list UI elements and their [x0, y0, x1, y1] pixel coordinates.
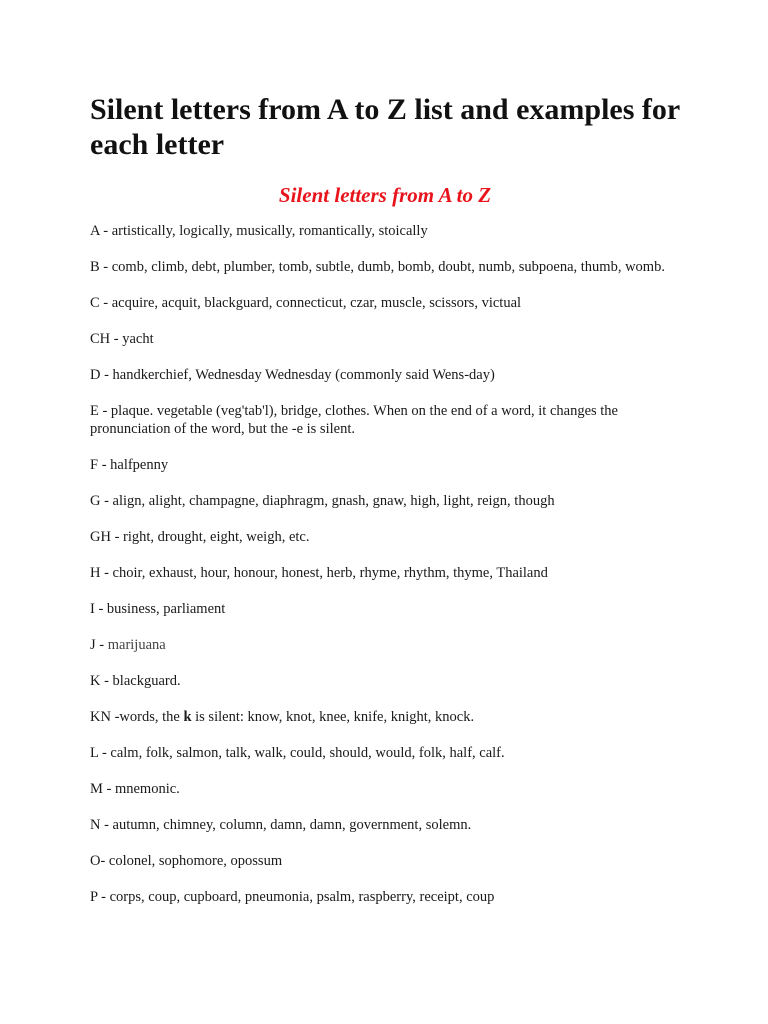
list-item: E - plaque. vegetable (veg'tab'l), bridge, clothes. When on the end of a word, it changes the pronunciation of the word, but the -e is silent. [90, 403, 618, 437]
list-item: H - choir, exhaust, hour, honour, honest, herb, rhyme, rhythm, thyme, Thailand [90, 565, 548, 581]
list-item: C - acquire, acquit, blackguard, connecticut, czar, muscle, scissors, victual [90, 295, 522, 311]
entry-examples: is silent: know, knot, knee, knife, knight, knock. [191, 709, 475, 725]
list-item: O- colonel, sophomore, opossum [90, 853, 283, 869]
silent-letters-list [90, 222, 690, 906]
list-item: N - autumn, chimney, column, damn, damn, government, solemn. [90, 817, 472, 833]
document-page [90, 92, 690, 924]
list-item [90, 708, 690, 726]
list-item: I - business, parliament [90, 601, 226, 617]
list-item: GH - right, drought, eight, weigh, etc. [90, 529, 310, 545]
section-subtitle: Silent letters from A to Z [278, 183, 492, 207]
list-item: B - comb, climb, debt, plumber, tomb, subtle, dumb, bomb, doubt, numb, subpoena, thumb, womb. [90, 259, 665, 275]
bold-letter: k [183, 709, 192, 725]
list-item: F - halfpenny [90, 457, 169, 473]
list-item: CH - yacht [90, 331, 154, 347]
list-item: A - artistically, logically, musically, romantically, stoically [90, 223, 428, 239]
entry-prefix: KN -words, the [90, 709, 184, 725]
entry-examples: marijuana [107, 637, 166, 653]
entry-prefix: J - [90, 637, 108, 653]
list-item: M - mnemonic. [90, 781, 180, 797]
list-item: D - handkerchief, Wednesday Wednesday (commonly said Wens-day) [90, 367, 495, 383]
list-item: L - calm, folk, salmon, talk, walk, could, should, would, folk, half, calf. [90, 745, 505, 761]
list-item: K - blackguard. [90, 673, 181, 689]
page-title: Silent letters from A to Z list and examples for each letter [90, 93, 680, 161]
list-item: P - corps, coup, cupboard, pneumonia, psalm, raspberry, receipt, coup [90, 889, 495, 905]
list-item [90, 636, 690, 654]
list-item: G - align, alight, champagne, diaphragm, gnash, gnaw, high, light, reign, though [90, 493, 555, 509]
